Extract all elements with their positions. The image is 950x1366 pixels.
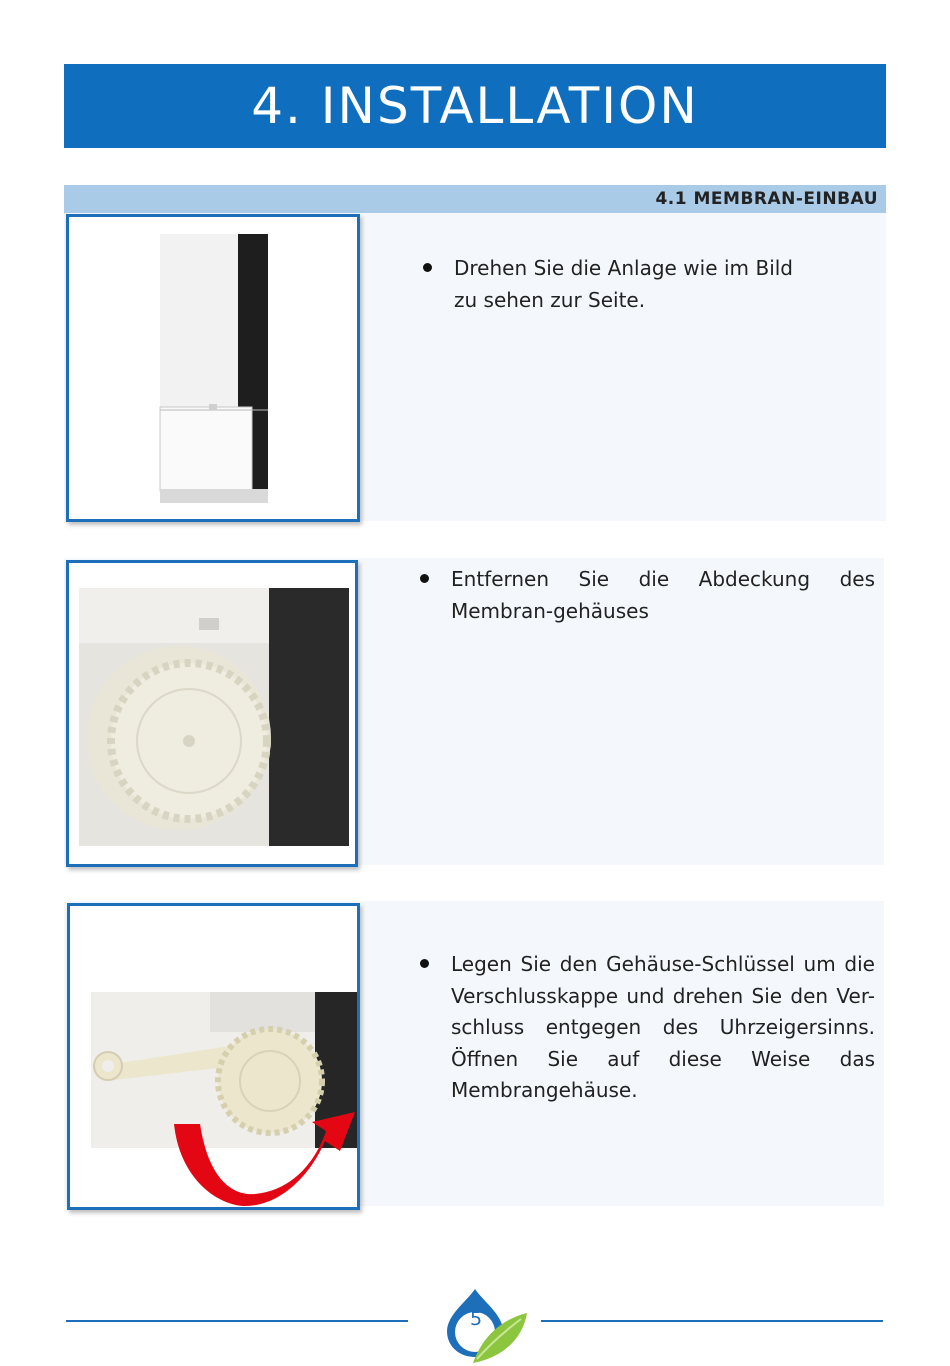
- step-2-bullet: [420, 564, 875, 627]
- step-1-bullet: [423, 253, 793, 316]
- bullet-icon: [423, 263, 432, 272]
- housing-key-image: [70, 906, 357, 1207]
- step-1-text: Drehen Sie die Anlage wie im Bild zu sehen zur Seite.: [454, 256, 793, 312]
- step-3-image-frame: [67, 903, 360, 1210]
- page-number-badge: [446, 1288, 506, 1348]
- step-1-image-frame: [66, 214, 360, 522]
- water-drop-leaf-logo-icon: [443, 1285, 533, 1365]
- section-heading-bar: [64, 185, 886, 213]
- footer-line-right: [541, 1320, 883, 1322]
- page-title-bar: [64, 64, 886, 148]
- bullet-icon: [420, 959, 429, 968]
- footer-line-left: [66, 1320, 408, 1322]
- section-heading: 4.1 MEMBRAN-EINBAU: [655, 189, 878, 209]
- page-number: 5: [470, 1308, 483, 1330]
- membrane-cover-image: [69, 563, 355, 864]
- page-title: 4. INSTALLATION: [251, 77, 699, 135]
- bullet-icon: [420, 574, 429, 583]
- step-2-image-frame: [66, 560, 358, 867]
- device-side-view-image: [69, 217, 357, 519]
- step-2-text: Entfernen Sie die Abdeckung des Membran-gehäuses: [451, 567, 875, 623]
- step-3-text: Legen Sie den Gehäuse-Schlüssel um die Verschlusskappe und drehen Sie den Ver-schluss entgegen des Uhrzeigersinns. Öffnen Sie auf diese Weise das Membrangehäuse.: [451, 952, 875, 1102]
- step-3-bullet: [420, 949, 875, 1107]
